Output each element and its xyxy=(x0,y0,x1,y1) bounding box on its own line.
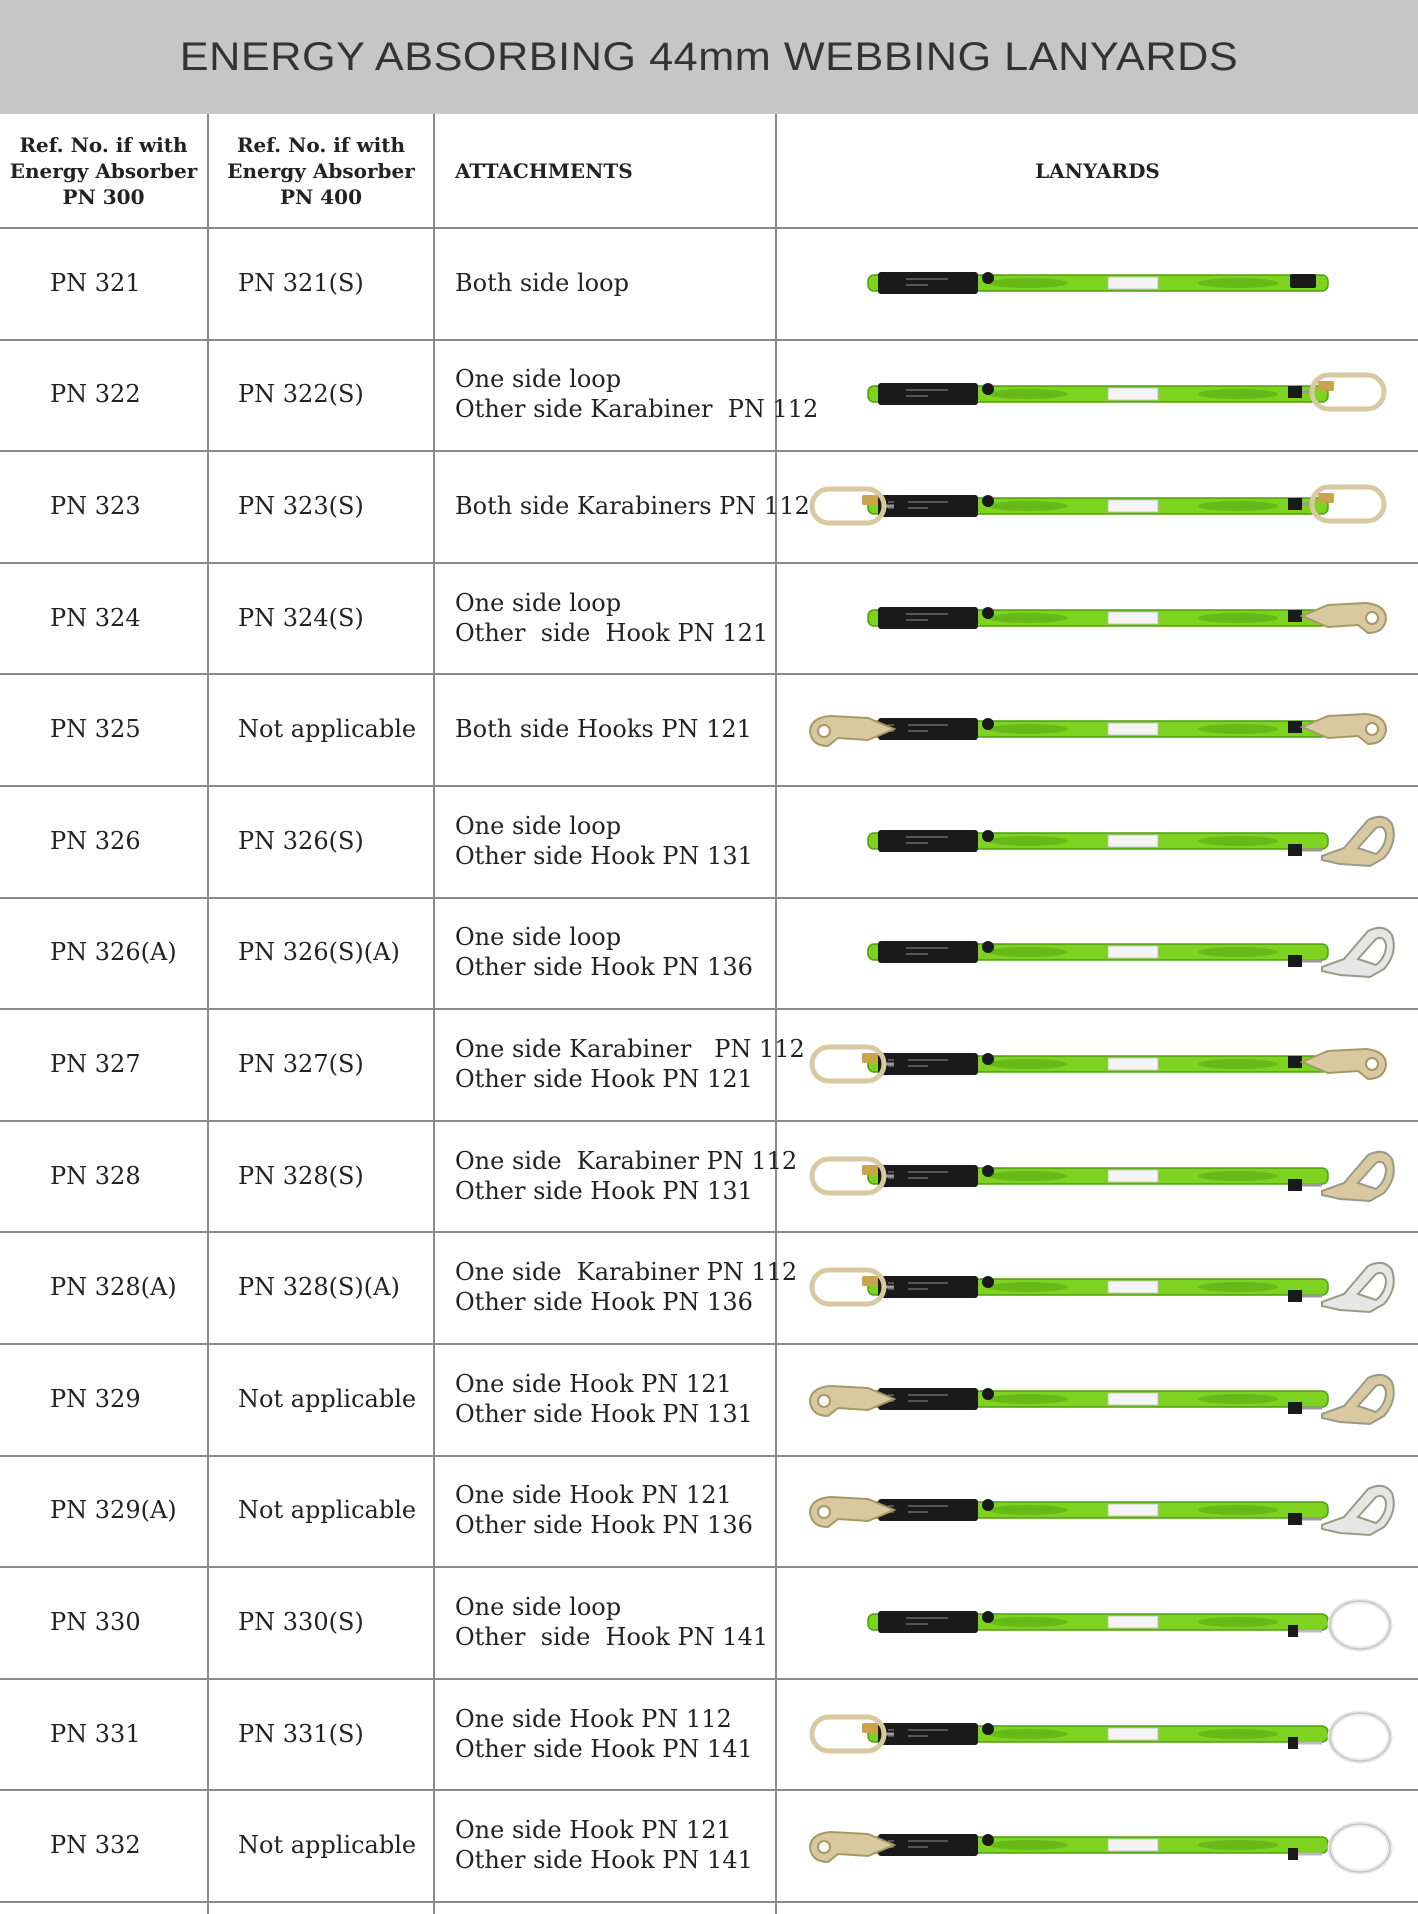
attachments-cell xyxy=(455,1343,775,1455)
ref-pn400: PN 330(S) xyxy=(238,1607,364,1636)
ref-pn400-cell xyxy=(238,450,438,562)
column-divider xyxy=(207,114,209,1914)
ref-pn300: PN 328 xyxy=(50,1161,141,1190)
header-attachments: ATTACHMENTS xyxy=(455,158,633,183)
lanyard-illustration xyxy=(798,248,1398,318)
attachments-cell xyxy=(455,1008,805,1120)
lanyard-image-cell xyxy=(780,785,1416,897)
attachments-cell xyxy=(455,785,775,897)
page-title: ENERGY ABSORBING 44mm WEBBING LANYARDS xyxy=(179,34,1239,79)
lanyard-image-cell xyxy=(780,1566,1416,1678)
header-line: Ref. No. if with xyxy=(236,132,406,157)
ref-pn400-cell xyxy=(238,1120,438,1232)
attachment-line: Other side Karabiner PN 112 xyxy=(455,395,819,424)
ref-pn400: PN 328(S)(A) xyxy=(238,1273,400,1302)
ref-pn400: PN 324(S) xyxy=(238,603,364,632)
header-line: Ref. No. if with xyxy=(19,132,188,157)
lanyard-illustration xyxy=(798,583,1398,653)
lanyard-illustration xyxy=(798,1252,1398,1322)
ref-pn400-cell xyxy=(238,1455,438,1567)
ref-pn300: PN 329 xyxy=(50,1384,141,1413)
ref-pn300: PN 323 xyxy=(50,491,141,520)
header-line: PN 400 xyxy=(279,184,363,209)
attachment-line: One side Hook PN 121 xyxy=(455,1816,732,1845)
lanyard-image-cell xyxy=(780,1455,1416,1567)
lanyard-image-cell xyxy=(780,1678,1416,1790)
attachments-cell xyxy=(455,1566,775,1678)
ref-pn400-cell xyxy=(238,1343,438,1455)
lanyard-illustration xyxy=(798,1364,1398,1434)
attachments-cell xyxy=(455,1455,775,1567)
ref-pn300: PN 329(A) xyxy=(50,1496,177,1525)
ref-pn400: PN 327(S) xyxy=(238,1049,364,1078)
ref-pn300: PN 324 xyxy=(50,603,141,632)
ref-pn300: PN 322 xyxy=(50,380,141,409)
attachment-line: One side loop xyxy=(455,588,622,617)
lanyard-illustration xyxy=(798,917,1398,987)
lanyard-image-cell xyxy=(780,227,1416,339)
ref-pn400-cell xyxy=(238,673,438,785)
attachment-line: One side Hook PN 121 xyxy=(455,1369,732,1398)
lanyard-illustration xyxy=(798,1141,1398,1211)
lanyard-illustration xyxy=(798,1029,1398,1099)
attachment-line: Other side Hook PN 121 xyxy=(455,1064,753,1093)
attachment-line: Other side Hook PN 131 xyxy=(455,841,753,870)
ref-pn300-cell xyxy=(50,1789,200,1901)
attachment-line: Other side Hook PN 131 xyxy=(455,1176,753,1205)
ref-pn400: Not applicable xyxy=(238,1831,417,1860)
attachments-cell xyxy=(455,562,775,674)
ref-pn400-cell xyxy=(238,1789,438,1901)
ref-pn400: PN 328(S) xyxy=(238,1161,364,1190)
lanyard-image-cell xyxy=(780,450,1416,562)
attachment-line: One side Hook PN 112 xyxy=(455,1704,732,1733)
lanyard-illustration xyxy=(798,1810,1398,1880)
attachments-cell xyxy=(455,227,775,339)
ref-pn400: Not applicable xyxy=(238,715,417,744)
lanyard-image-cell xyxy=(780,1231,1416,1343)
ref-pn400-cell xyxy=(238,1566,438,1678)
ref-pn400: PN 322(S) xyxy=(238,380,364,409)
ref-pn400-cell xyxy=(238,785,438,897)
lanyard-image-cell xyxy=(780,897,1416,1009)
ref-pn400: PN 321(S) xyxy=(238,268,364,297)
ref-pn400-cell xyxy=(238,227,438,339)
ref-pn300-cell xyxy=(50,450,200,562)
header-ref-pn400 xyxy=(209,114,433,227)
header-ref-pn300 xyxy=(0,114,207,227)
attachment-line: One side loop xyxy=(455,811,622,840)
ref-pn300-cell xyxy=(50,897,200,1009)
ref-pn300: PN 326(A) xyxy=(50,938,177,967)
ref-pn400: Not applicable xyxy=(238,1496,417,1525)
row-divider xyxy=(0,1901,1418,1903)
ref-pn300: PN 325 xyxy=(50,715,141,744)
column-divider xyxy=(775,114,777,1914)
ref-pn400: PN 326(S)(A) xyxy=(238,938,400,967)
attachments-cell xyxy=(455,339,819,451)
lanyard-illustration xyxy=(798,806,1398,876)
ref-pn300-cell xyxy=(50,1678,200,1790)
lanyard-image-cell xyxy=(780,673,1416,785)
attachments-cell xyxy=(455,673,775,785)
attachments-cell xyxy=(455,1678,775,1790)
lanyard-illustration xyxy=(798,471,1398,541)
ref-pn300-cell xyxy=(50,673,200,785)
lanyard-illustration xyxy=(798,694,1398,764)
attachment-line: Other side Hook PN 131 xyxy=(455,1399,753,1428)
attachment-line: One side Karabiner PN 112 xyxy=(455,1034,805,1063)
lanyard-illustration xyxy=(798,1699,1398,1769)
attachment-line: Other side Hook PN 121 xyxy=(455,618,769,647)
ref-pn400: PN 331(S) xyxy=(238,1719,364,1748)
attachments-cell xyxy=(455,1789,775,1901)
ref-pn400-cell xyxy=(238,897,438,1009)
ref-pn300-cell xyxy=(50,1455,200,1567)
ref-pn300-cell xyxy=(50,1120,200,1232)
header-line: Energy Absorber xyxy=(227,158,415,183)
ref-pn300-cell xyxy=(50,785,200,897)
title-bar xyxy=(0,0,1418,114)
attachment-line: One side loop xyxy=(455,923,622,952)
ref-pn400-cell xyxy=(238,562,438,674)
ref-pn300: PN 321 xyxy=(50,268,141,297)
attachment-line: One side Hook PN 121 xyxy=(455,1481,732,1510)
ref-pn300-cell xyxy=(50,1343,200,1455)
ref-pn300: PN 328(A) xyxy=(50,1273,177,1302)
attachments-cell xyxy=(455,450,810,562)
lanyard-image-cell xyxy=(780,1008,1416,1120)
ref-pn300: PN 327 xyxy=(50,1049,141,1078)
lanyard-image-cell xyxy=(780,562,1416,674)
attachments-cell xyxy=(455,897,775,1009)
attachment-line: Other side Hook PN 136 xyxy=(455,1288,753,1317)
ref-pn400-cell xyxy=(238,1231,438,1343)
attachments-cell xyxy=(455,1120,798,1232)
attachment-line: Other side Hook PN 136 xyxy=(455,1511,753,1540)
ref-pn300: PN 331 xyxy=(50,1719,141,1748)
attachment-line: One side loop xyxy=(455,1592,622,1621)
ref-pn300: PN 332 xyxy=(50,1831,141,1860)
attachment-line: One side Karabiner PN 112 xyxy=(455,1258,798,1287)
ref-pn300-cell xyxy=(50,1008,200,1120)
lanyard-illustration xyxy=(798,359,1398,429)
ref-pn400-cell xyxy=(238,339,438,451)
attachment-line: Both side loop xyxy=(455,268,629,297)
ref-pn400-cell xyxy=(238,1008,438,1120)
ref-pn300-cell xyxy=(50,1566,200,1678)
attachment-line: Other side Hook PN 136 xyxy=(455,953,753,982)
header-line: Energy Absorber xyxy=(9,158,198,183)
ref-pn300-cell xyxy=(50,1231,200,1343)
ref-pn300-cell xyxy=(50,562,200,674)
attachment-line: Both side Hooks PN 121 xyxy=(455,715,752,744)
ref-pn400: PN 323(S) xyxy=(238,491,364,520)
lanyard-illustration xyxy=(798,1475,1398,1545)
lanyard-table xyxy=(0,114,1418,1914)
lanyard-image-cell xyxy=(780,1343,1416,1455)
header-line: PN 300 xyxy=(62,184,145,209)
attachment-line: Both side Karabiners PN 112 xyxy=(455,491,810,520)
attachment-line: Other side Hook PN 141 xyxy=(455,1622,769,1651)
attachment-line: Other side Hook PN 141 xyxy=(455,1734,753,1763)
lanyard-image-cell xyxy=(780,1120,1416,1232)
ref-pn300-cell xyxy=(50,227,200,339)
attachments-cell xyxy=(455,1231,798,1343)
ref-pn400-cell xyxy=(238,1678,438,1790)
ref-pn400: Not applicable xyxy=(238,1384,417,1413)
lanyard-illustration xyxy=(798,1587,1398,1657)
ref-pn300: PN 330 xyxy=(50,1607,141,1636)
lanyard-image-cell xyxy=(780,339,1416,451)
header-lanyards: LANYARDS xyxy=(1035,158,1160,183)
ref-pn300-cell xyxy=(50,339,200,451)
attachment-line: One side loop xyxy=(455,365,622,394)
attachment-line: One side Karabiner PN 112 xyxy=(455,1146,798,1175)
attachment-line: Other side Hook PN 141 xyxy=(455,1846,753,1875)
ref-pn300: PN 326 xyxy=(50,826,141,855)
lanyard-image-cell xyxy=(780,1789,1416,1901)
ref-pn400: PN 326(S) xyxy=(238,826,364,855)
